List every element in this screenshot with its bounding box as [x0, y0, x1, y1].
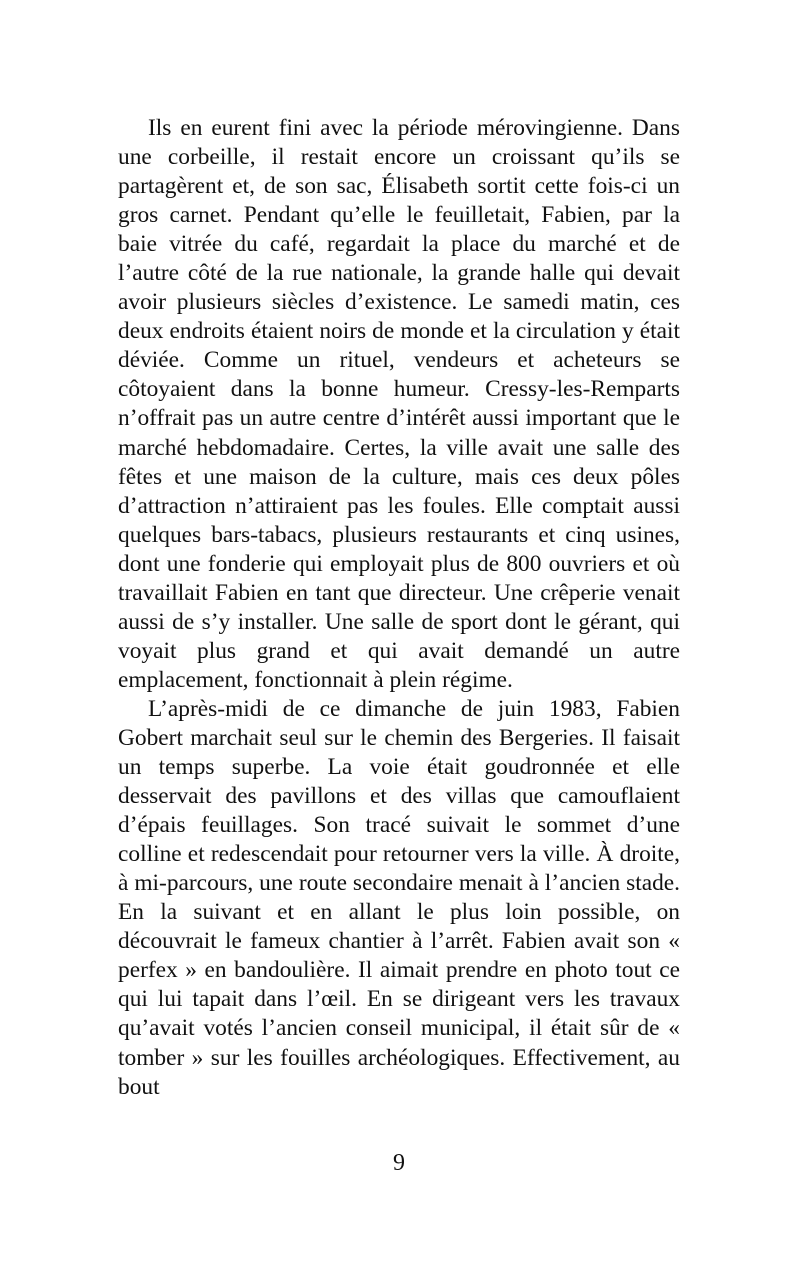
body-text — [118, 114, 680, 1102]
page-number: 9 — [393, 1150, 405, 1176]
paragraph-2: L’après-midi de ce dimanche de juin 1983, Fabien Gobert marchait seul sur le chemin des Bergeries. Il faisait un temps superbe. La voie était goudronnée et elle desservait des pavillons et des villas que camouflaient d’épais feuillages. Son tracé suivait le sommet d’une colline et redescendait pour retourner vers la ville. À droite, à mi-parcours, une route secondaire menait à l’ancien stade. En la suivant et en allant le plus loin possible, on découvrait le fameux chantier à l’arrêt. Fabien avait son « perfex » en bandoulière. Il aimait prendre en photo tout ce qui lui tapait dans l’œil. En se dirigeant vers les travaux qu’avait votés l’ancien conseil municipal, il était sûr de « tomber » sur les fouilles archéologiques. Effectivement, au bout — [118, 695, 680, 1100]
paragraph-1: Ils en eurent fini avec la période mérovingienne. Dans une corbeille, il restait encore un croissant qu’ils se partagèrent et, de son sac, Élisabeth sortit cette fois-ci un gros carnet. Pendant qu’elle le feuilletait, Fabien, par la baie vitrée du café, regardait la place du marché et de l’autre côté de la rue nationale, la grande halle qui devait avoir plusieurs siècles d’existence. Le samedi matin, ces deux endroits étaient noirs de monde et la circulation y était déviée. Comme un rituel, vendeurs et acheteurs se côtoyaient dans la bonne humeur. Cressy-les-Remparts n’offrait pas un autre centre d’intérêt aussi important que le marché hebdomadaire. Certes, la ville avait une salle des fêtes et une maison de la culture, mais ces deux pôles d’attraction n’attiraient pas les foules. Elle comptait aussi quelques bars-tabacs, plusieurs restaurants et cinq usines, dont une fonderie qui employait plus de 800 ouvriers et où travaillait Fabien en tant que directeur. Une crêperie venait aussi de s’y installer. Une salle de sport dont le gérant, qui voyait plus grand et qui avait demandé un autre emplacement, fonctionnait à plein régime. — [118, 115, 680, 693]
